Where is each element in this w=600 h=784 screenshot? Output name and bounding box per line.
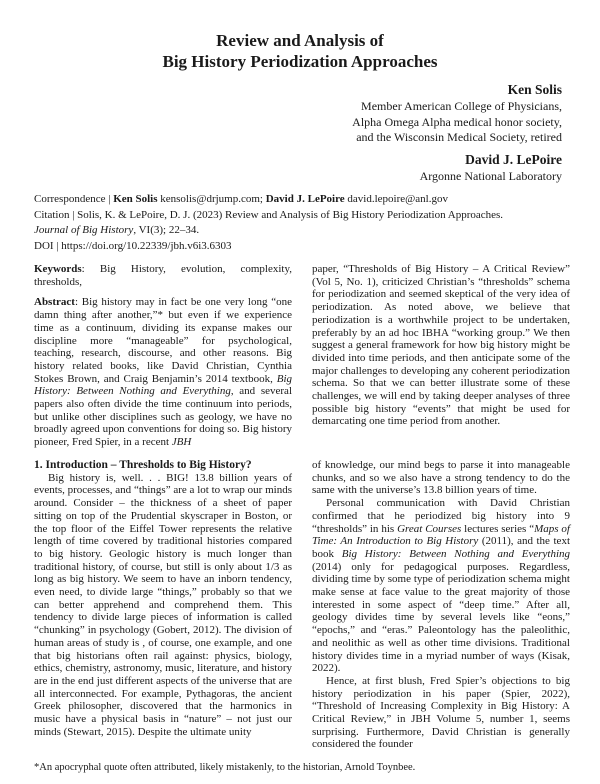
- abstract-right-column: [312, 263, 570, 428]
- keywords: [34, 263, 292, 288]
- author-affiliation: Alpha Omega Alpha medical honor society,: [352, 114, 562, 129]
- italic-text: Great Courses: [397, 522, 462, 535]
- doi-line[interactable]: DOI | https://doi.org/10.22339/jbh.v6i3.6303: [34, 239, 232, 252]
- italic-text: Big History: Between Nothing and Everything: [34, 372, 292, 398]
- italic-text: Big History: Between Nothing and Everything: [341, 547, 570, 560]
- author-2: David J. LePoire: [265, 193, 345, 205]
- text-run: (2014) only for pedagogical purposes. Regardless, dividing time by some type of periodization schema might make sense at face value to the great majority of those interested in some aspect of “deep time.” After all, geology divides time by several levels like “eons,” “epochs,” and “eras.” Paleontology has the paleolithic, and neolithic as well as other time divisions. Traditional history divides time in a myriad number of ways (Kisak, 2022).: [312, 560, 570, 675]
- citation-line: Citation | Solis, K. & LePoire, D. J. (2023) Review and Analysis of Big History Periodization Approaches.: [34, 208, 504, 221]
- text-run: paper, “Thresholds of Big History – A Critical Review” (Vol 5, No. 1), criticized Christian’s “thresholds” schema for periodization and seemed skeptical of the very idea of periodization. As noted above, we believe that periodization is a worthwhile project to be undertaken, preferably by an ad hoc IBHA “working group.” We then suggest a general framework for how big history might be divided into time periods, and then anticipate some of the major challenges to developing any coherent periodization schema. So that we can better illustrate some of these challenges, we will end by taking deeper analyses of three possible big history “events” that might be used for demarcating one time period from another.: [312, 263, 570, 428]
- text-run: : Big history may in fact be one very long “one damn thing after another,”* but even if we experience time as a continuum, dividing its expanse makes our discipline more “manageable” for psychological, teaching, research, discourse, and other reasons. Big history related books, like David Christian, Cynthia Stokes Brown, and Craig Benjamin’s 2014 textbook,: [34, 296, 292, 385]
- author-affiliation: Argonne National Laboratory: [419, 168, 562, 183]
- correspondence-line: [34, 192, 503, 208]
- journal-volume: , VI(3); 22–34.: [133, 224, 200, 236]
- paragraph: [312, 497, 570, 675]
- abstract-label: Abstract: [34, 296, 75, 309]
- text-run: Personal communication with David Christian confirmed that he periodized big history into 9 “thresholds” in his: [312, 497, 570, 535]
- author-affiliation: and the Wisconsin Medical Society, retired: [356, 130, 562, 144]
- text-run: (2011), and the text book: [312, 535, 570, 560]
- title-line-1: Review and Analysis of: [216, 31, 384, 50]
- intro-left-column: [34, 459, 292, 738]
- intro-right-column: [312, 459, 570, 751]
- journal-name: Journal of Big History: [34, 224, 134, 236]
- footnote: *An apocryphal quote often attributed, likely mistakenly, to the historian, Arnold Toynbee.: [34, 762, 416, 773]
- abstract: [34, 296, 292, 448]
- keywords-label: Keywords: [34, 263, 82, 275]
- title-line-2: Big History Periodization Approaches: [162, 52, 438, 71]
- text-run: of knowledge, our mind begs to parse it into manageable chunks, and so we also have a strong tendency to do the same with the universe’s 13.8 billion years of time.: [312, 459, 570, 497]
- paper-title: [110, 30, 490, 72]
- author-name: David J. LePoire: [465, 151, 562, 167]
- text-run: , and several papers also often divide the time continuum into periods, but unlike other disciplines such as geology, we have no broadly agreed upon conventions for doing so. Big history pioneer, Fred Spier, in a recent: [34, 385, 292, 449]
- journal-line: [34, 223, 503, 239]
- author-1: Ken Solis: [113, 193, 158, 205]
- italic-text: JBH: [171, 436, 192, 449]
- author-name: Ken Solis: [507, 82, 562, 97]
- keywords-text: : Big History, evolution, complexity, thresholds,: [34, 263, 292, 288]
- text-run: lectures series “: [461, 522, 535, 535]
- abstract-continued: [312, 263, 570, 428]
- paragraph: [312, 459, 570, 497]
- abstract-left-column: [34, 263, 292, 449]
- article-meta: [34, 192, 503, 254]
- email-2[interactable]: david.lepoire@anl.gov: [344, 193, 448, 205]
- paragraph: [312, 675, 570, 751]
- author-block: [352, 80, 562, 184]
- author-affiliation: Member American College of Physicians,: [361, 99, 562, 113]
- italic-text: Maps of Time: An Introduction to Big History: [312, 522, 570, 548]
- text-run: Big history is, well. . . BIG! 13.8 billion years of events, processes, and “things” are a lot to wrap our minds around. Consider – the thickness of a sheet of paper sitting on top of the Prudential skyscraper in Boston, or the top floor of the Eiffel Tower represents the relative length of time covered by traditional histories compared to big history. Geologic history is much longer than traditional history, of course, but still is only about 1/3 as long as big history. We seem to have an inborn tendency, even need, to divide large “things,” probably so that we can better apprehend and comprehend them. This tendency to divide large pieces of information is called “chunking” in psychology (Gobert, 2012). The division of human areas of study is , of course, one example, and one that big historians often rail against: physics, biology, ethics, chemistry, astronomy, music, literature, and history are in the end just different aspects of the universe that are all interconnected. For example, Pythagoras, the ancient Greek philosopher, discovered that the harmonics in music have a physical basis in “nature” – not just our minds (Stewart, 2015). Despite the ultimate unity: [34, 471, 292, 738]
- text-run: Hence, at first blush, Fred Spier’s objections to big history periodization in his paper (Spier, 2022), “Threshold of Increasing Complexity in Big History: A Critical Review,” in JBH Volume 5, number 1, seems surprising. Furthermore, David Christian is generally considered the founder: [312, 674, 570, 751]
- correspondence-label: Correspondence |: [34, 193, 114, 205]
- email-1[interactable]: kensolis@drjump.com;: [157, 193, 266, 205]
- section-heading: 1. Introduction – Thresholds to Big History?: [34, 459, 252, 471]
- paragraph: [34, 472, 292, 739]
